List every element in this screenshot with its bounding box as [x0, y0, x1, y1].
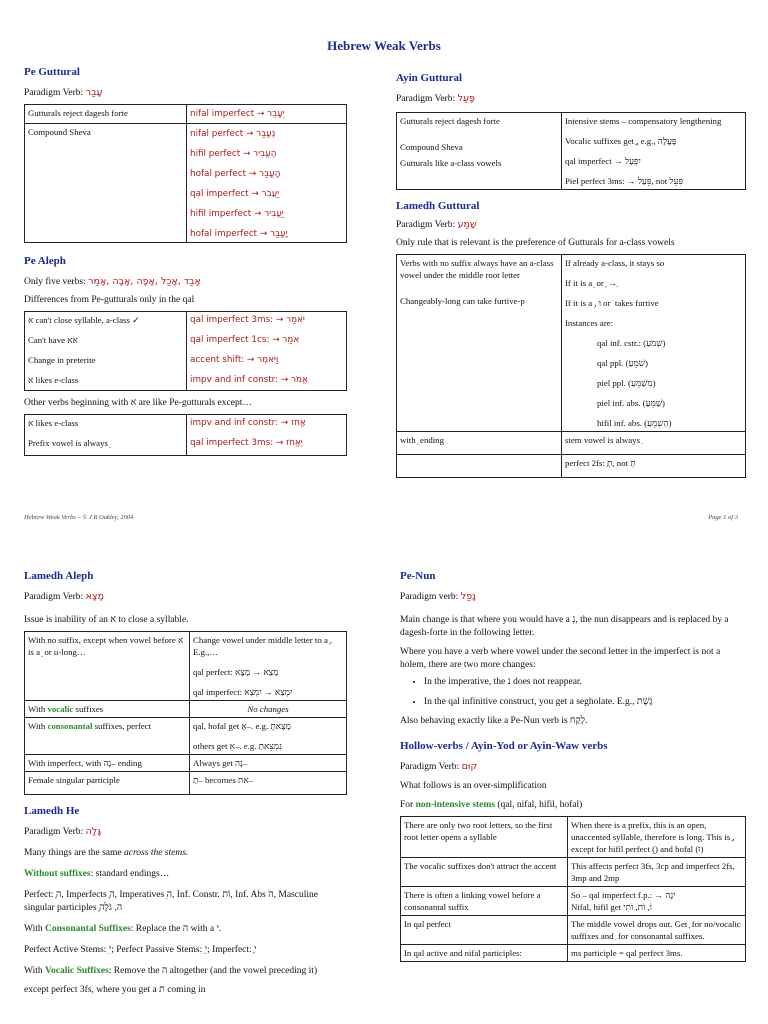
table-cell: with ְ ending	[397, 432, 562, 455]
pe-nun-main: Main change is that where you would have a נְ, the nun disappears and is replaced by a dagesh-forte in the following letter.	[400, 615, 729, 638]
table-cell: If already a-class, it stays so If it is a ֵ or ֶ → ַ If it is a ִ, וּ or ֹ takes furtive Instances are: qal inf. cstr.: (שְׁמֹעַ) qal ppl. (שֹׁמֵעַ) piel ppl. (מְשַׁמֵּעַ) piel inf. abs. (שַׁמֵּעַ) hifil inf. abs. (הַשְׁמֵעַ)	[562, 255, 746, 432]
page-title: Hebrew Weak Verbs	[327, 38, 441, 53]
table-row	[397, 113, 746, 190]
list-item: • In the qal infinitive construct, you get a segholate. E.g., גֶּשֶׁת	[424, 695, 746, 709]
pe-nun-also: Also behaving exactly like a Pe-Nun verb is לָקַח.	[400, 716, 588, 726]
lamedh-he-perfect: Perfect: ָה, Imperfects ֶה, Imperatives ֵה, Inf. Constr. וֹת, Inf. Abs ֹה, Masculine singular participles ֶה, גֹּלֶה	[24, 890, 318, 913]
lamedh-aleph-paradigm: Paradigm Verb: מָצָא	[24, 591, 105, 602]
lamedh-he-stems: Perfect Active Stems: ִי; Perfect Passive Stems: ֵי; Imperfect: ֶי	[24, 945, 257, 955]
table-cell: ms participle = qal perfect 3ms.	[568, 945, 746, 962]
lamedh-aleph-heading: Lamedh Aleph	[24, 570, 94, 582]
table-row	[25, 312, 347, 389]
list-item: • In the imperative, the נ does not reappear.	[424, 675, 746, 689]
pe-aleph-heading: Pe Aleph	[24, 255, 66, 267]
hollow-heading: Hollow-verbs / Ayin-Yod or Ayin-Waw verbs	[400, 740, 608, 752]
ayin-guttural-heading: Ayin Guttural	[396, 72, 463, 84]
pe-aleph-table	[24, 311, 347, 391]
ayin-guttural-table	[396, 112, 746, 190]
table-cell: Always get נָה–	[190, 755, 347, 772]
ayin-guttural-section	[396, 72, 746, 478]
lamedh-he-consonantal: With Consonantal Suffixes: Replace the ה with a י.	[24, 924, 222, 934]
table-cell: א likes e-class Prefix vowel is always ֵ	[25, 415, 187, 456]
hollow-paradigm: Paradigm Verb: קוּם	[400, 761, 478, 772]
table-cell: qal imperfect 3ms: → יֹאמַר qal imperfect 1cs: → אֹמַר accent shift: → וַיֹּאמֶר impv and inf constr: → אֱמֹר	[187, 312, 347, 389]
table-cell: No changes	[190, 701, 347, 718]
table-row	[25, 105, 347, 124]
lamedh-he-without: Without suffixes: standard endings…	[24, 869, 170, 879]
pe-guttural-table	[24, 104, 347, 243]
table-row	[25, 755, 347, 772]
table-row	[25, 701, 347, 718]
table-cell: Compound Sheva	[25, 124, 187, 243]
pe-aleph-other: Other verbs beginning with א are like Pe-gutturals except…	[24, 398, 252, 408]
pe-aleph-only-five: Only five verbs: אָבַד ,אָכַל ,אָפָה ,אָבָה ,אָמַר	[24, 276, 201, 287]
lamedh-guttural-rule: Only rule that is relevant is the preference of Gutturals for a-class vowels	[396, 238, 675, 248]
table-cell: impv and inf constr: → אֱחֹז qal imperfect 3ms: → יֶאֱחֹז	[187, 415, 347, 456]
table-cell: stem vowel is always ַ	[562, 432, 746, 455]
table-row	[25, 632, 347, 701]
hollow-follows: What follows is an over-simplification	[400, 781, 547, 791]
table-cell: א can't close syllable, a-class ✓ Can't have אא Change in preterite א likes e-class	[25, 312, 187, 389]
table-cell: When there is a prefix, this is an open, unaccented syllable, therefore is long. This is ָ, except for hifil perfect (ֵ) and hofal (וּ)	[568, 817, 746, 858]
table-cell: The middle vowel drops out. Get ָ for no/vocalic suffixes and ַ for consonantal suffixes.	[568, 916, 746, 945]
lamedh-guttural-heading: Lamedh Guttural	[396, 200, 480, 212]
table-cell: In qal perfect	[401, 916, 568, 945]
footer-right: Page 1 of 3	[708, 514, 738, 521]
table-cell: With consonantal suffixes, perfect	[25, 718, 190, 755]
table-row	[25, 415, 347, 456]
pe-nun-heading: Pe-Nun	[400, 570, 436, 582]
table-cell	[397, 455, 562, 478]
lamedh-he-except: except perfect 3fs, where you get a ת coming in	[24, 985, 206, 995]
pe-guttural-section	[24, 66, 347, 456]
table-row	[397, 255, 746, 432]
table-cell: Gutturals reject dagesh forte Compound Sheva Gutturals like a-class vowels	[397, 113, 562, 190]
table-cell: תַ– becomes את–	[190, 772, 347, 795]
table-row	[401, 916, 746, 945]
table-row	[397, 455, 746, 478]
table-cell: Verbs with no suffix always have an a-class vowel under the middle root letter Changeably-long can take furtive-p	[397, 255, 562, 432]
lamedh-aleph-issue: Issue is inability of an א to close a syllable.	[24, 615, 189, 625]
table-row	[25, 718, 347, 755]
pe-nun-section	[400, 570, 746, 962]
table-cell: nifal imperfect → יֵעָבֵר	[187, 105, 347, 124]
table-cell: qal, hofal get אָ–. e.g. מָצָאתָ others get אֵ–. e.g. נִמְצֵאתָ	[190, 718, 347, 755]
table-row	[401, 817, 746, 858]
lamedh-he-same: Many things are the same across the stems.	[24, 848, 189, 858]
pe-nun-where: Where you have a verb where vowel under the second letter in the imperfect is not a holem, there are two more changes:	[400, 647, 721, 670]
ayin-guttural-paradigm: Paradigm Verb: פָּעַל	[396, 93, 475, 104]
lamedh-he-heading: Lamedh He	[24, 805, 80, 817]
pe-guttural-paradigm: Paradigm Verb: עָבַר	[24, 87, 103, 98]
pe-guttural-heading: Pe Guttural	[24, 66, 80, 78]
lamedh-guttural-paradigm: Paradigm Verb: שָׁמַע	[396, 219, 477, 230]
table-cell: There is often a linking vowel before a consonantal suffix	[401, 887, 568, 916]
lamedh-guttural-table	[396, 254, 746, 478]
hollow-table	[400, 816, 746, 962]
footer-left: Hebrew Weak Verbs – © J R Oakley, 2004	[24, 514, 134, 521]
lamedh-aleph-table	[24, 631, 347, 795]
pe-aleph-table-2	[24, 414, 347, 456]
table-cell: Change vowel under middle letter to a ָ. E.g.,… qal perfect: מָצַא → מָצָא qal imperfect: יִמְצַא → יִמְצָא	[190, 632, 347, 701]
table-cell: There are only two root letters, so the first root letter opens a syllable	[401, 817, 568, 858]
table-cell: This affects perfect 3fs, 3cp and imperfect 2fs, 3mp and 2mp	[568, 858, 746, 887]
table-cell: Gutturals reject dagesh forte	[25, 105, 187, 124]
pe-nun-paradigm: Paradigm verb: נָפַל	[400, 591, 476, 602]
pe-aleph-diff: Differences from Pe-gutturals only in the qal	[24, 295, 195, 305]
table-row	[401, 858, 746, 887]
table-cell: Female singular participle	[25, 772, 190, 795]
table-cell: Intensive stems – compensatory lengthening Vocalic suffixes get ֲ, e.g., פָּעֲלָה qal imperfect → יִפְעַל Piel perfect 3ms: → פֵּעַל, not פִּעֵּל	[562, 113, 746, 190]
paradigm-hebrew: עָבַר	[85, 87, 103, 98]
table-cell: perfect 2fs: ַתְּ, not תְּ	[562, 455, 746, 478]
table-row	[401, 887, 746, 916]
lamedh-aleph-section	[24, 570, 347, 997]
table-cell: With no suffix, except when vowel before א is a ֵ or u-long…	[25, 632, 190, 701]
lamedh-he-paradigm: Paradigm Verb: גָּלָה	[24, 826, 102, 837]
table-cell: In qal active and nifal participles:	[401, 945, 568, 962]
table-row	[25, 124, 347, 243]
table-row	[401, 945, 746, 962]
table-cell: nifal perfect → נֶעֱבַר hifil perfect → הֶעֱבִיר hofal perfect → הָעֳבַר qal imperfect → יַעֲבֹר hifil imperfect → יַעֲבִיר hofal imperfect → יָעֳבַר	[187, 124, 347, 243]
hollow-for: For non-intensive stems (qal, nifal, hifil, hofal)	[400, 800, 583, 810]
table-row	[25, 772, 347, 795]
table-row	[397, 432, 746, 455]
table-cell: So – qal imperfect f.p.: → ינָה Nifal, hifil get וֹ, וֹת, וֹתִי	[568, 887, 746, 916]
lamedh-he-vocalic: With Vocalic Suffixes: Remove the ה altogether (and the vowel preceding it)	[24, 966, 318, 976]
table-cell: With imperfect, with נָה– ending	[25, 755, 190, 772]
pe-nun-bullets	[400, 675, 746, 709]
table-cell: The vocalic suffixes don't attract the accent	[401, 858, 568, 887]
table-cell: With vocalic suffixes	[25, 701, 190, 718]
